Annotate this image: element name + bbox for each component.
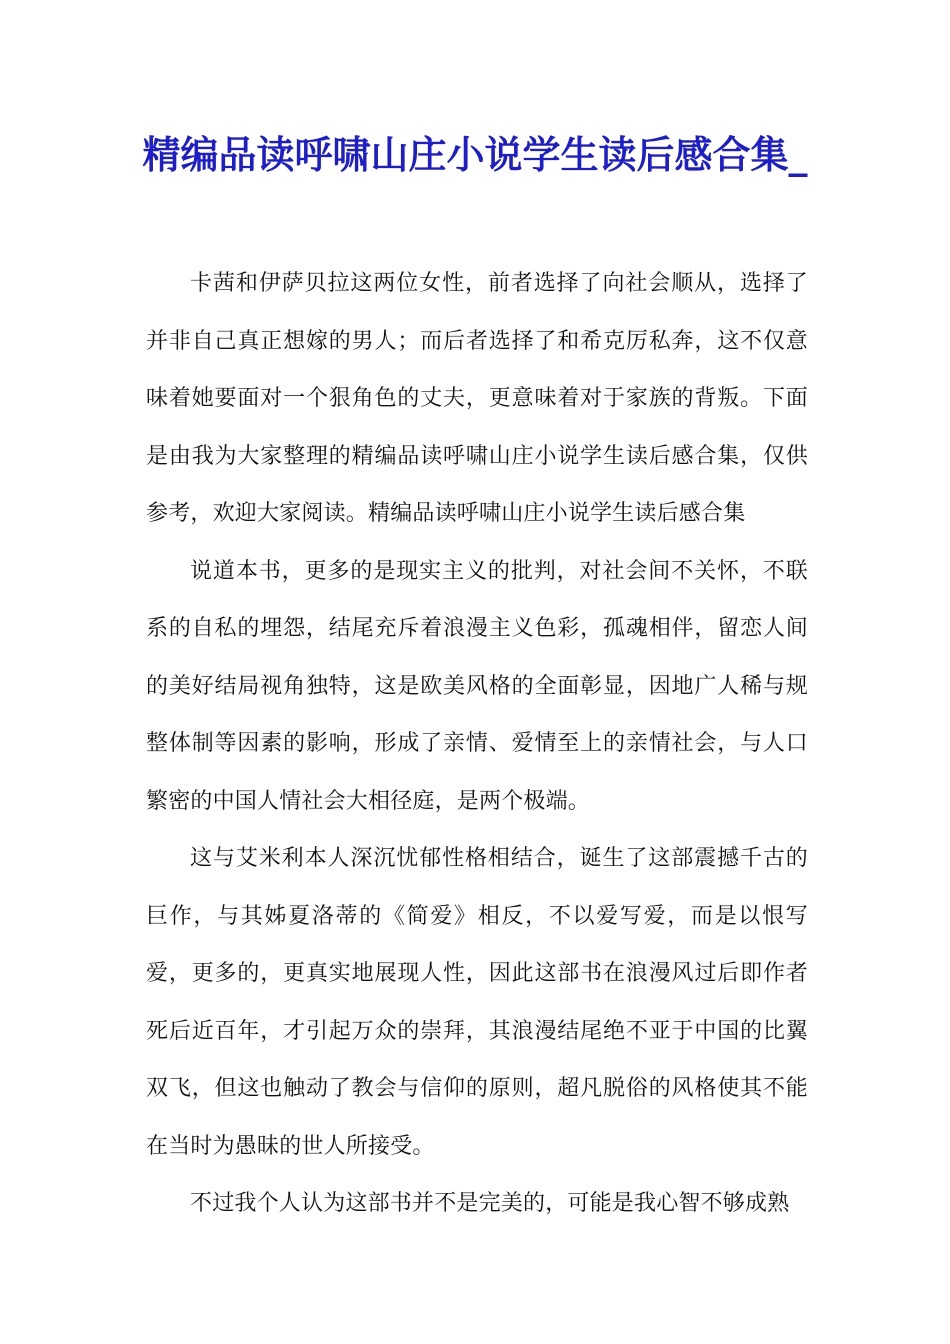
document-body <box>146 255 808 1233</box>
paragraph: 这与艾米利本人深沉忧郁性格相结合，诞生了这部震撼千古的巨作，与其姊夏洛蒂的《简爱》相反，不以爱写爱，而是以恨写爱，更多的，更真实地展现人性，因此这部书在浪漫风过后即作者死后近百年，才引起万众的崇拜，其浪漫结尾绝不亚于中国的比翼双飞，但这也触动了教会与信仰的原则，超凡脱俗的风格使其不能在当时为愚昧的世人所接受。 <box>146 846 808 1159</box>
paragraph: 说道本书，更多的是现实主义的批判，对社会间不关怀，不联系的自私的埋怨，结尾充斥着浪漫主义色彩，孤魂相伴，留恋人间的美好结局视角独特，这是欧美风格的全面彰显，因地广人稀与规整体制等因素的影响，形成了亲情、爱情至上的亲情社会，与人口繁密的中国人情社会大相径庭，是两个极端。 <box>146 558 808 814</box>
paragraph: 不过我个人认为这部书并不是完美的，可能是我心智不够成熟 <box>190 1191 790 1216</box>
paragraph: 卡茜和伊萨贝拉这两位女性，前者选择了向社会顺从，选择了并非自己真正想嫁的男人；而后者选择了和希克厉私奔，这不仅意味着她要面对一个狠角色的丈夫，更意味着对于家族的背叛。下面是由我为大家整理的精编品读呼啸山庄小说学生读后感合集，仅供参考，欢迎大家阅读。精编品读呼啸山庄小说学生读后感合集 <box>146 271 808 526</box>
document-title: 精编品读呼啸山庄小说学生读后感合集_ <box>142 132 808 177</box>
